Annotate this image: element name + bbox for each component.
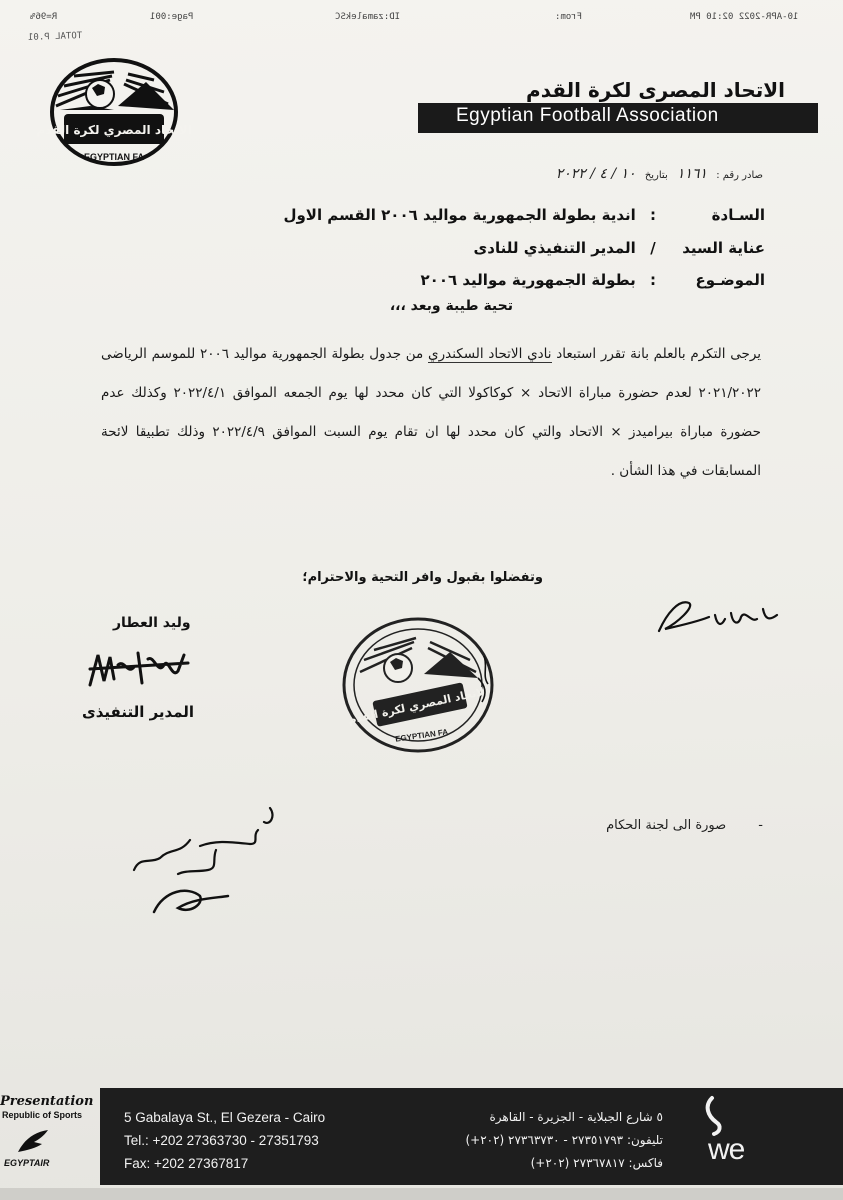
subject-label: الموضـوع — [695, 271, 765, 289]
closing-line: وتفضلوا بقبول وافر التحية والاحترام؛ — [302, 570, 543, 585]
field-recipients: السـادة: اندية بطولة الجمهورية مواليد ٢٠٠٦ القسم الاول — [283, 206, 765, 224]
signature-scribble — [84, 645, 194, 693]
fax-r: R=96% — [30, 12, 58, 22]
signatory-title: المدير التنفيذى — [82, 703, 195, 721]
field-attention: عناية السيد/ المدير التنفيذي للنادى — [473, 239, 765, 257]
subject-value: بطولة الجمهورية مواليد ٢٠٠٦ — [420, 271, 636, 289]
recipients-value: اندية بطولة الجمهورية مواليد ٢٠٠٦ القسم الاول — [283, 206, 636, 224]
handwritten-note — [120, 800, 290, 930]
partner-tagline: Republic of Sports — [2, 1110, 83, 1120]
copy-to-text: صورة الى لجنة الحكام — [606, 818, 727, 833]
fax-total: TOTAL P.01 — [27, 31, 83, 43]
recipients-label: السـادة — [711, 206, 765, 224]
body-part-1: يرجى التكرم بالعلم بانة تقرر استبعاد — [556, 346, 762, 362]
efa-stamp — [338, 612, 498, 758]
partner-airline: EGYPTAIR — [4, 1158, 50, 1168]
fax-page: Page:001 — [150, 12, 194, 22]
reference-number: ١١٦١ — [676, 166, 707, 182]
reference-date: ١٠ / ٤ / ٢٠٢٢ — [555, 166, 636, 182]
fax-header — [30, 12, 810, 26]
org-name-english: Egyptian Football Association — [456, 105, 719, 126]
greeting: تحية طيبة وبعد ،،، — [389, 298, 513, 314]
stamp-en-text: EGYPTIAN FA — [394, 727, 449, 744]
issued-label: صادر رقم : — [716, 170, 763, 181]
fax-from: From: — [555, 12, 583, 22]
footer-fax-ar: فاكس: ٢٧٣٦٧٨١٧ (٢٠٢+) — [530, 1156, 663, 1170]
attention-label: عناية السيد — [682, 239, 765, 257]
efa-logo — [36, 56, 192, 174]
handwritten-initials-right — [655, 595, 785, 640]
stamp-ar-text: الاتحاد المصري لكرة القدم — [347, 684, 490, 727]
footer-address-en: 5 Gabalaya St., El Gezera - Cairo — [124, 1110, 326, 1125]
date-label: بتاريخ — [644, 170, 668, 181]
reference-line — [550, 166, 763, 182]
footer-fax-en: Fax: +202 27367817 — [124, 1156, 249, 1171]
org-name-arabic: الاتحاد المصرى لكرة القدم — [526, 78, 785, 102]
copy-to-line — [606, 818, 763, 833]
signatory-name: وليد العطار — [113, 615, 191, 631]
egyptair-horus-icon — [14, 1126, 54, 1156]
logo-ar-text: الاتحاد المصري لكرة القدم — [36, 123, 192, 137]
copy-dash: - — [758, 818, 763, 833]
we-sponsor-text: we — [708, 1133, 745, 1166]
footer-tel-en: Tel.: +202 27363730 - 27351793 — [124, 1133, 319, 1148]
attention-value: المدير التنفيذي للنادى — [473, 239, 636, 257]
bottom-strip — [0, 1188, 843, 1200]
footer-address-ar: ٥ شارع الجبلاية - الجزيرة - القاهرة — [489, 1110, 663, 1124]
fax-datetime: 10-APR-2022 02:10 PM — [690, 12, 799, 22]
letterhead-footer — [100, 1088, 843, 1185]
letter-body — [101, 335, 761, 491]
logo-en-text: EGYPTIAN FA — [83, 152, 145, 162]
field-subject: الموضـوع: بطولة الجمهورية مواليد ٢٠٠٦ — [420, 271, 765, 289]
partner-name: Presentation — [0, 1094, 94, 1109]
fax-id: ID:zamalekSC — [335, 12, 401, 22]
body-part-2: من جدول بطولة الجمهورية مواليد ٢٠٠٦ للموسم الرياضى ٢٠٢١/٢٠٢٢ لعدم حضورة مباراة الاتحاد × كوكاكولا التي كان محدد لها يوم الجمعه الموافق ٢٠٢٢/٤/١ وكذلك عدم حضورة مباراة بيراميدز × الاتحاد والتي كان محدد لها ان تقام يوم السبت الموافق ٢٠٢٢/٤/٩ وذلك تطبيقا لائحة المسابقات في هذا الشأن . — [101, 346, 761, 479]
body-underlined-club: نادي الاتحاد السكندري — [428, 346, 552, 362]
footer-tel-ar: تليفون: ٢٧٣٥١٧٩٣ - ٢٧٣٦٣٧٣٠ (٢٠٢+) — [465, 1133, 663, 1147]
